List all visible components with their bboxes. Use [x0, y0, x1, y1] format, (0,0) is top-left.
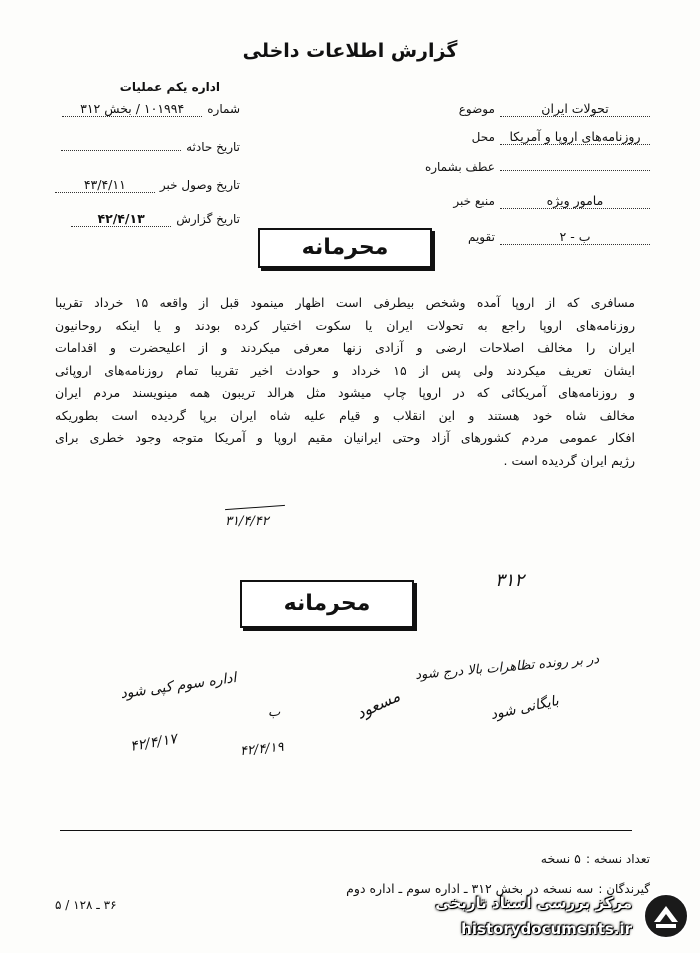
- incident-date-row: [40, 136, 240, 155]
- number-value: ۱۰۱۹۹۴ / بخش ۳۱۲: [62, 101, 202, 117]
- place-label: محل: [471, 130, 495, 144]
- receipt-date-label: تاریخ وصول خبر: [159, 178, 240, 192]
- body-line: افکار عمومی مردم کشورهای آزاد وحتی ایرانیان مقیم اروپا و آمریکا متوجه وجود خطری برای: [55, 430, 635, 445]
- body-line: رژیم ایران گردیده است .: [503, 452, 635, 468]
- handwritten-note-right-2: بایگانی شود: [489, 692, 561, 724]
- copies-row: [380, 848, 650, 867]
- department-name: اداره یکم عملیات: [119, 80, 220, 94]
- report-date-value: ۴۲/۴/۱۳: [71, 211, 171, 227]
- source-label: منبع خبر: [453, 194, 495, 208]
- document-code: ۳۶ ـ ۱۲۸ / ۵: [55, 898, 117, 912]
- number-row: [40, 98, 240, 117]
- body-line: مخالف شاه خود هستند و این انقلاب و قیام علیه شاه ایران برپا گردیده است بطوریکه: [55, 407, 635, 423]
- archive-logo-icon: [642, 892, 690, 940]
- report-date-label: تاریخ گزارش: [176, 212, 240, 226]
- confidential-stamp-bottom: محرمانه: [240, 580, 414, 628]
- ref-row: [400, 156, 650, 175]
- number-label: شماره: [207, 102, 240, 116]
- archive-watermark: [420, 880, 700, 953]
- body-line: روزنامه‌های اروپا راجع به تحولات ایران یا سکوت اختیار کرده بودند و یا اینکه روحانیون: [55, 317, 635, 333]
- receipt-date-row: [40, 174, 240, 193]
- rating-label: تقویم: [467, 230, 495, 244]
- ref-label: عطف بشماره: [424, 160, 495, 174]
- body-line: ایشان تعریف میکردند ولی پس از ۱۵ خرداد و حوادث اخیر تقریبا تمام روزنامه‌های اروپائی: [55, 362, 635, 378]
- ref-value: [500, 170, 650, 171]
- rating-row: [400, 226, 650, 245]
- handwritten-signature: مسعود: [353, 686, 403, 723]
- copies-label: تعداد نسخه :: [585, 852, 650, 866]
- subject-row: [400, 98, 650, 117]
- handwritten-note-center-2: ۴۲/۴/۱۹: [239, 739, 285, 760]
- source-value: مامور ویژه: [500, 193, 650, 209]
- confidential-stamp-top: محرمانه: [258, 228, 432, 268]
- report-date-row: [40, 208, 240, 227]
- place-row: [400, 126, 650, 145]
- copies-value: ۵ نسخه: [540, 851, 581, 866]
- margin-handwritten-date: ۳۱/۴/۴۲: [225, 514, 269, 529]
- subject-label: موضوع: [458, 102, 495, 116]
- source-row: [400, 190, 650, 209]
- body-line: و روزنامه‌های آمریکائی که در اروپا چاپ میشود مثل هرالد تریبون همه مینویسند مردم ایران: [55, 385, 635, 400]
- archive-org-name: مرکز بررسی اسناد تاریخی: [435, 894, 632, 912]
- section-number: ۳۱۲: [495, 570, 525, 591]
- place-value: روزنامه‌های اروپا و آمریکا: [500, 129, 650, 145]
- recipients-label: گیرندگان :: [598, 882, 650, 896]
- handwritten-note-left-1: اداره سوم کپی شود: [119, 669, 238, 703]
- recipients-value: سه نسخه در بخش ۳۱۲ ـ اداره سوم ـ اداره دوم: [346, 881, 594, 896]
- incident-date-value: [61, 150, 181, 151]
- footer-divider: [60, 830, 632, 831]
- report-title: گزارش اطلاعات داخلی: [242, 40, 458, 62]
- incident-date-label: تاریخ حادثه: [186, 140, 240, 154]
- receipt-date-value: ۴۳/۴/۱۱: [55, 177, 155, 193]
- body-line: مسافری که از اروپا آمده وشخص بیطرفی است اظهار مینمود قبل از واقعه ۱۵ خرداد تقریبا: [55, 295, 635, 310]
- archive-website: historydocuments.ir: [461, 920, 632, 938]
- handwritten-note-right-1: در بر رونده تظاهرات بالا درج شود: [414, 651, 600, 684]
- report-body: [55, 292, 635, 472]
- body-line: ایران را مخالف اصلاحات ارضی و آزادی زنها معرفی میکردند و از اعلیحضرت و اقدامات: [55, 340, 635, 355]
- rating-value: ب - ۲: [500, 229, 650, 245]
- handwritten-note-center-1: ب: [268, 705, 281, 720]
- subject-value: تحولات ایران: [500, 101, 650, 117]
- strike-mark: [225, 505, 285, 510]
- handwritten-note-left-2: ۴۲/۴/۱۷: [128, 731, 179, 755]
